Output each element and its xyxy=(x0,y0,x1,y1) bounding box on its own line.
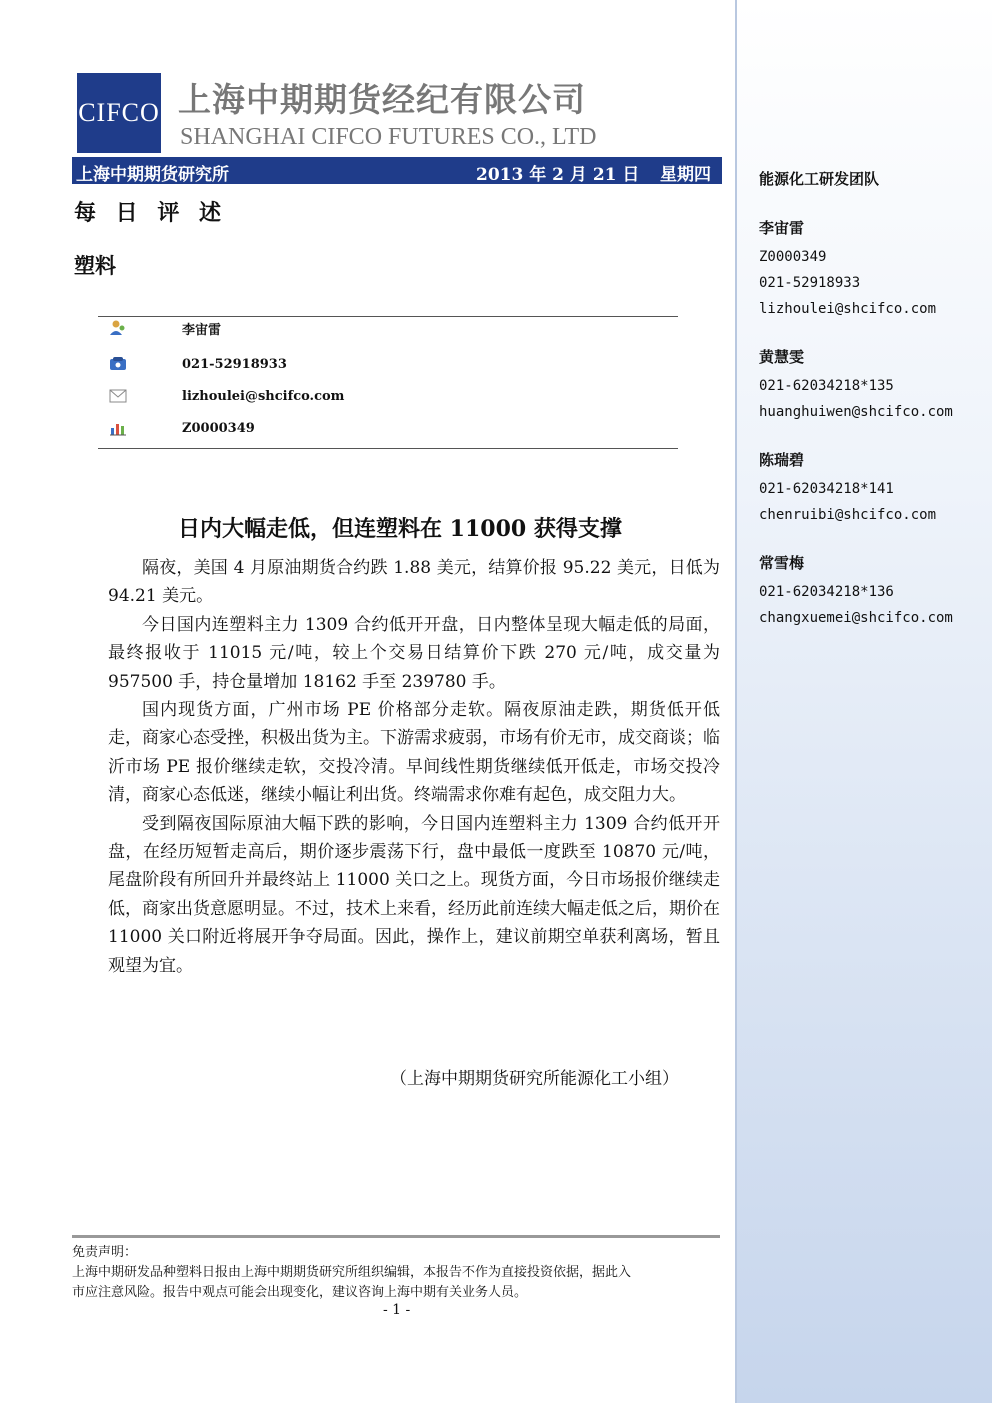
member-phone: 021-62034218*141 xyxy=(759,481,894,497)
article-headline: 日内大幅走低，但连塑料在 11000 获得支撑 xyxy=(178,516,622,542)
contact-phone: 021-52918933 xyxy=(182,356,287,372)
institute-name: 上海中期期货研究所 xyxy=(76,165,229,185)
logo-mark: CIFCO xyxy=(78,98,160,127)
phone-icon xyxy=(108,354,128,374)
research-team-sidebar xyxy=(735,0,992,1403)
team-member xyxy=(759,449,989,528)
contact-name: 李宙雷 xyxy=(182,322,222,338)
report-category: 塑料 xyxy=(74,253,116,278)
contact-email-row xyxy=(108,384,345,408)
disclaimer-title: 免责声明： xyxy=(72,1245,138,1260)
article-paragraph: 国内现货方面，广州市场 PE 价格部分走软。隔夜原油走跌，期货低开低走，商家心态受挫，积极出货为主。下游需求疲弱，市场有价无市，成交商谈；临沂市场 PE 报价继续走软，交投冷清。早间线性期货继续低开低走，市场交投冷清，商家心态低迷，继续小幅让利出货。终端需求你难有起色，成交阻力大。 xyxy=(108,700,720,806)
contact-name-row xyxy=(108,316,222,340)
disclaimer-line: 上海中期研发品种塑料日报由上海中期期货研究所组织编辑，本报告不作为直接投资依据，据此入 xyxy=(72,1265,632,1280)
member-phone: 021-62034218*135 xyxy=(759,378,894,394)
report-weekday: 星期四 xyxy=(660,165,711,185)
person-icon xyxy=(108,318,128,338)
chart-icon xyxy=(108,418,128,438)
member-email: changxuemei@shcifco.com xyxy=(759,610,953,626)
member-phone: 021-62034218*136 xyxy=(759,584,894,600)
page-number: - 1 - xyxy=(383,1302,411,1318)
footer-divider xyxy=(72,1235,720,1238)
team-member xyxy=(759,217,989,322)
divider xyxy=(98,448,678,449)
member-name: 常雪梅 xyxy=(759,554,805,572)
member-email: lizhoulei@shcifco.com xyxy=(759,301,937,317)
team-member xyxy=(759,346,989,425)
report-type: 每 日 评 述 xyxy=(74,200,227,226)
header-bar xyxy=(72,157,722,184)
member-email: chenruibi@shcifco.com xyxy=(759,507,937,523)
member-name: 陈瑞碧 xyxy=(759,451,805,469)
article-body xyxy=(108,554,720,980)
contact-license-row xyxy=(108,416,255,440)
mail-icon xyxy=(108,386,128,406)
member-name: 黄慧雯 xyxy=(759,348,805,366)
team-member xyxy=(759,552,989,631)
company-logo xyxy=(77,73,161,153)
contact-phone-row xyxy=(108,352,287,376)
disclaimer-line: 市应注意风险。报告中观点可能会出现变化，建议咨询上海中期有关业务人员。 xyxy=(72,1285,528,1300)
company-name-cn: 上海中期期货经纪有限公司 xyxy=(178,80,586,119)
team-title: 能源化工研发团队 xyxy=(759,170,880,188)
member-name: 李宙雷 xyxy=(759,219,805,237)
article-paragraph: 今日国内连塑料主力 1309 合约低开开盘，日内整体呈现大幅走低的局面，最终报收于 11015 元/吨，较上个交易日结算价下跌 270 元/吨，成交量为 957500 手，持仓量增加 18162 手至 239780 手。 xyxy=(108,614,720,692)
member-phone: 021-52918933 xyxy=(759,275,861,291)
disclaimer xyxy=(72,1243,722,1303)
report-date: 2013 年 2 月 21 日 xyxy=(476,165,640,185)
contact-license: Z0000349 xyxy=(182,420,255,436)
member-email: huanghuiwen@shcifco.com xyxy=(759,404,953,420)
article-paragraph: 隔夜，美国 4 月原油期货合约跌 1.88 美元，结算价报 95.22 美元，日低为 94.21 美元。 xyxy=(108,558,720,607)
divider xyxy=(98,316,678,317)
company-name-en: SHANGHAI CIFCO FUTURES CO., LTD xyxy=(180,124,597,150)
article-paragraph: 受到隔夜国际原油大幅下跌的影响，今日国内连塑料主力 1309 合约低开开盘，在经历短暂走高后，期价逐步震荡下行，盘中最低一度跌至 10870 元/吨，尾盘阶段有所回升并最终站上 11000 关口之上。现货方面，今日市场报价继续走低，商家出货意愿明显。不过，技术上来看，经历此前连续大幅走低之后，期价在 11000 关口附近将展开争夺局面。因此，操作上，建议前期空单获利离场，暂且观望为宜。 xyxy=(108,813,720,976)
article-signature: （上海中期期货研究所能源化工小组） xyxy=(390,1069,679,1089)
member-license: Z0000349 xyxy=(759,249,827,265)
contact-email: lizhoulei@shcifco.com xyxy=(182,388,345,404)
